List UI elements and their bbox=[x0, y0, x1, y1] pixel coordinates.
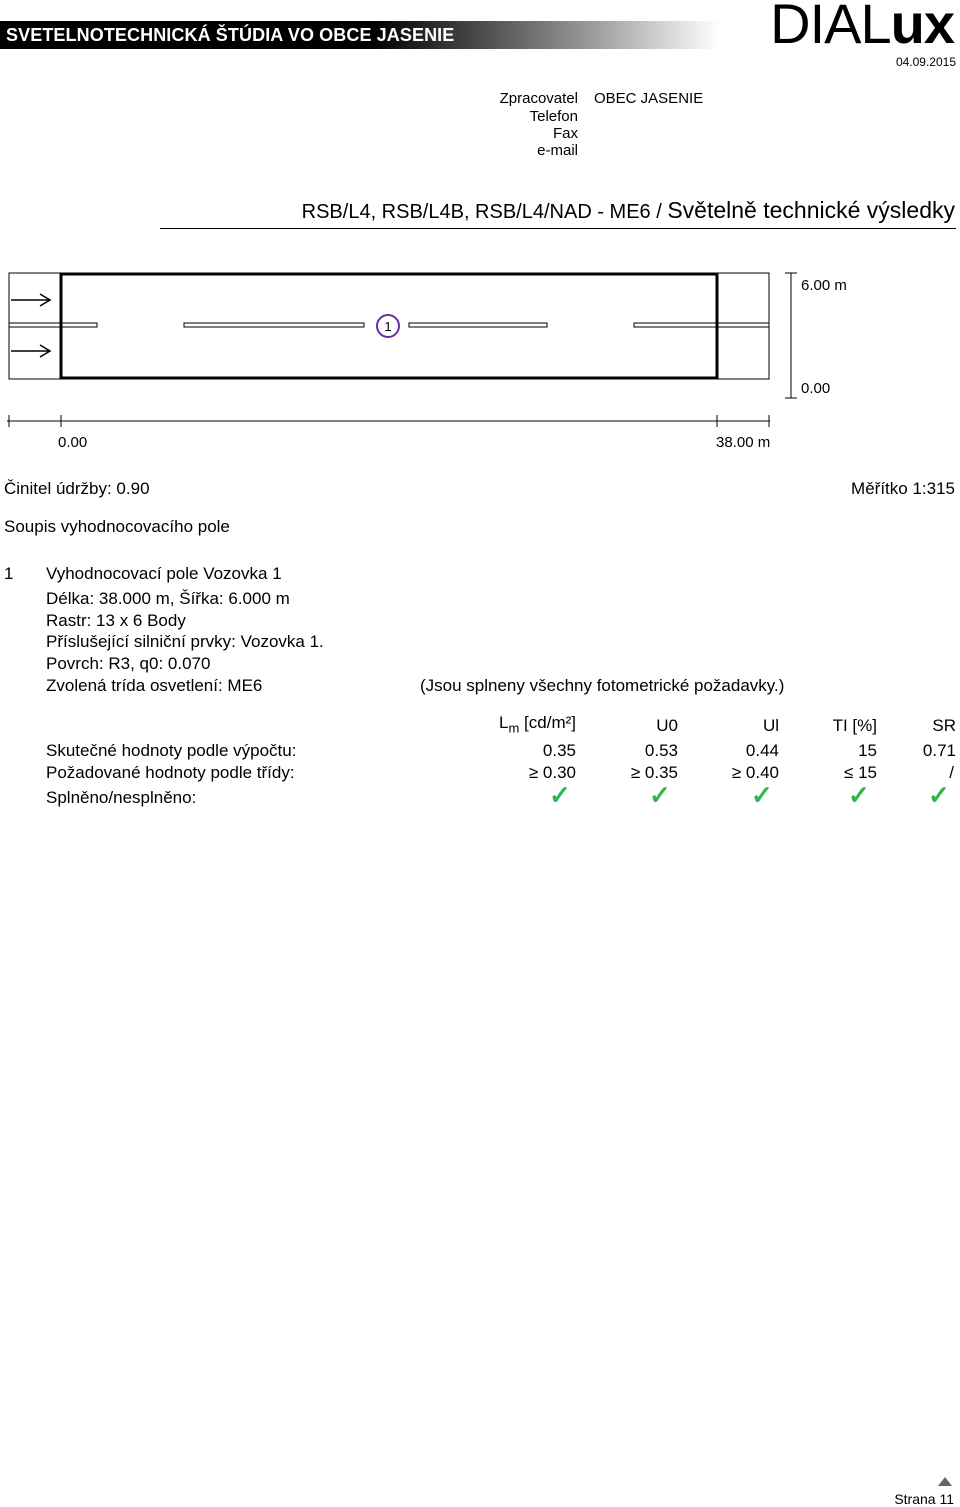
header-u0: U0 bbox=[656, 716, 678, 735]
contact-label-processor: Zpracovatel bbox=[499, 90, 578, 107]
check-icon-ul: ✓ bbox=[751, 780, 773, 810]
field-marker-number: 1 bbox=[384, 319, 392, 334]
header-sr: SR bbox=[932, 716, 956, 735]
title-rule bbox=[160, 228, 956, 229]
row-required-u0: ≥ 0.35 bbox=[630, 763, 678, 782]
row-pass-label: Splněno/nesplněno: bbox=[46, 788, 197, 807]
field-number: 1 bbox=[4, 564, 14, 583]
header-ti: TI [%] bbox=[832, 716, 877, 735]
header-ul: Ul bbox=[762, 716, 779, 735]
field-detail-surface: Povrch: R3, q0: 0.070 bbox=[46, 654, 211, 673]
field-detail-dimensions: Délka: 38.000 m, Šířka: 6.000 m bbox=[46, 589, 290, 608]
contact-label-email: e-mail bbox=[537, 142, 578, 159]
row-required-lm: ≥ 0.30 bbox=[528, 763, 576, 782]
y-top-label: 6.00 m bbox=[801, 277, 847, 294]
vertical-dimension bbox=[785, 273, 797, 398]
section-title: Soupis vyhodnocovacího pole bbox=[4, 517, 230, 536]
dialux-logo bbox=[770, 0, 954, 55]
field-detail-grid: Rastr: 13 x 6 Body bbox=[46, 611, 186, 630]
row-required-sr: / bbox=[949, 763, 954, 782]
row-required-ti: ≤ 15 bbox=[844, 763, 877, 782]
row-required-label: Požadované hodnoty podle třídy: bbox=[46, 763, 295, 782]
lighting-class: Zvolená trída osvetlení: ME6 bbox=[46, 676, 263, 695]
compliance-note: (Jsou splneny všechny fotometrické požadavky.) bbox=[420, 676, 785, 695]
row-required-ul: ≥ 0.40 bbox=[731, 763, 779, 782]
y-bottom-label: 0.00 bbox=[801, 380, 831, 397]
page-up-icon bbox=[938, 1477, 952, 1486]
row-calculated-sr: 0.71 bbox=[922, 741, 956, 760]
header-lm bbox=[499, 713, 576, 735]
maintenance-factor: Činitel údržby: 0.90 bbox=[4, 479, 150, 498]
check-icon-u0: ✓ bbox=[649, 780, 671, 810]
contact-label-phone: Telefon bbox=[529, 108, 578, 125]
scale: Měřítko 1:315 bbox=[851, 479, 955, 498]
contact-value: OBEC JASENIE bbox=[594, 90, 704, 107]
page-title-main: Světelně technické výsledky bbox=[667, 197, 955, 223]
check-icon-ti: ✓ bbox=[848, 780, 870, 810]
logo-bold-part: ux bbox=[890, 0, 954, 55]
x-left-label: 0.00 bbox=[58, 434, 88, 451]
header-lm-unit: [cd/m²] bbox=[519, 713, 576, 732]
header-lm-main: L bbox=[499, 713, 509, 732]
page-title bbox=[302, 197, 955, 224]
contact-label-fax: Fax bbox=[552, 125, 578, 142]
row-calculated-lm: 0.35 bbox=[542, 741, 576, 760]
page-number: Strana 11 bbox=[894, 1491, 954, 1507]
check-icon-lm: ✓ bbox=[549, 780, 571, 810]
row-calculated-u0: 0.53 bbox=[644, 741, 678, 760]
check-icon-sr: ✓ bbox=[928, 780, 950, 810]
row-calculated-ti: 15 bbox=[858, 741, 877, 760]
horizontal-dimension bbox=[7, 415, 770, 427]
row-calculated-ul: 0.44 bbox=[745, 741, 779, 760]
row-calculated-label: Skutečné hodnoty podle výpočtu: bbox=[46, 741, 297, 760]
header-title: SVETELNOTECHNICKÁ ŠTÚDIA VO OBCE JASENIE bbox=[6, 25, 455, 45]
header-date: 04.09.2015 bbox=[895, 55, 956, 69]
road-diagram bbox=[0, 262, 960, 462]
header-lm-sub: m bbox=[508, 720, 520, 736]
page-title-prefix: RSB/L4, RSB/L4B, RSB/L4/NAD - ME6 / bbox=[301, 201, 668, 223]
field-name: Vyhodnocovací pole Vozovka 1 bbox=[46, 564, 282, 583]
direction-arrows bbox=[11, 294, 50, 357]
x-right-label: 38.00 m bbox=[716, 434, 771, 451]
logo-thin-part: DIAL bbox=[770, 0, 891, 55]
field-detail-road-elements: Příslušející silniční prvky: Vozovka 1. bbox=[46, 632, 324, 651]
